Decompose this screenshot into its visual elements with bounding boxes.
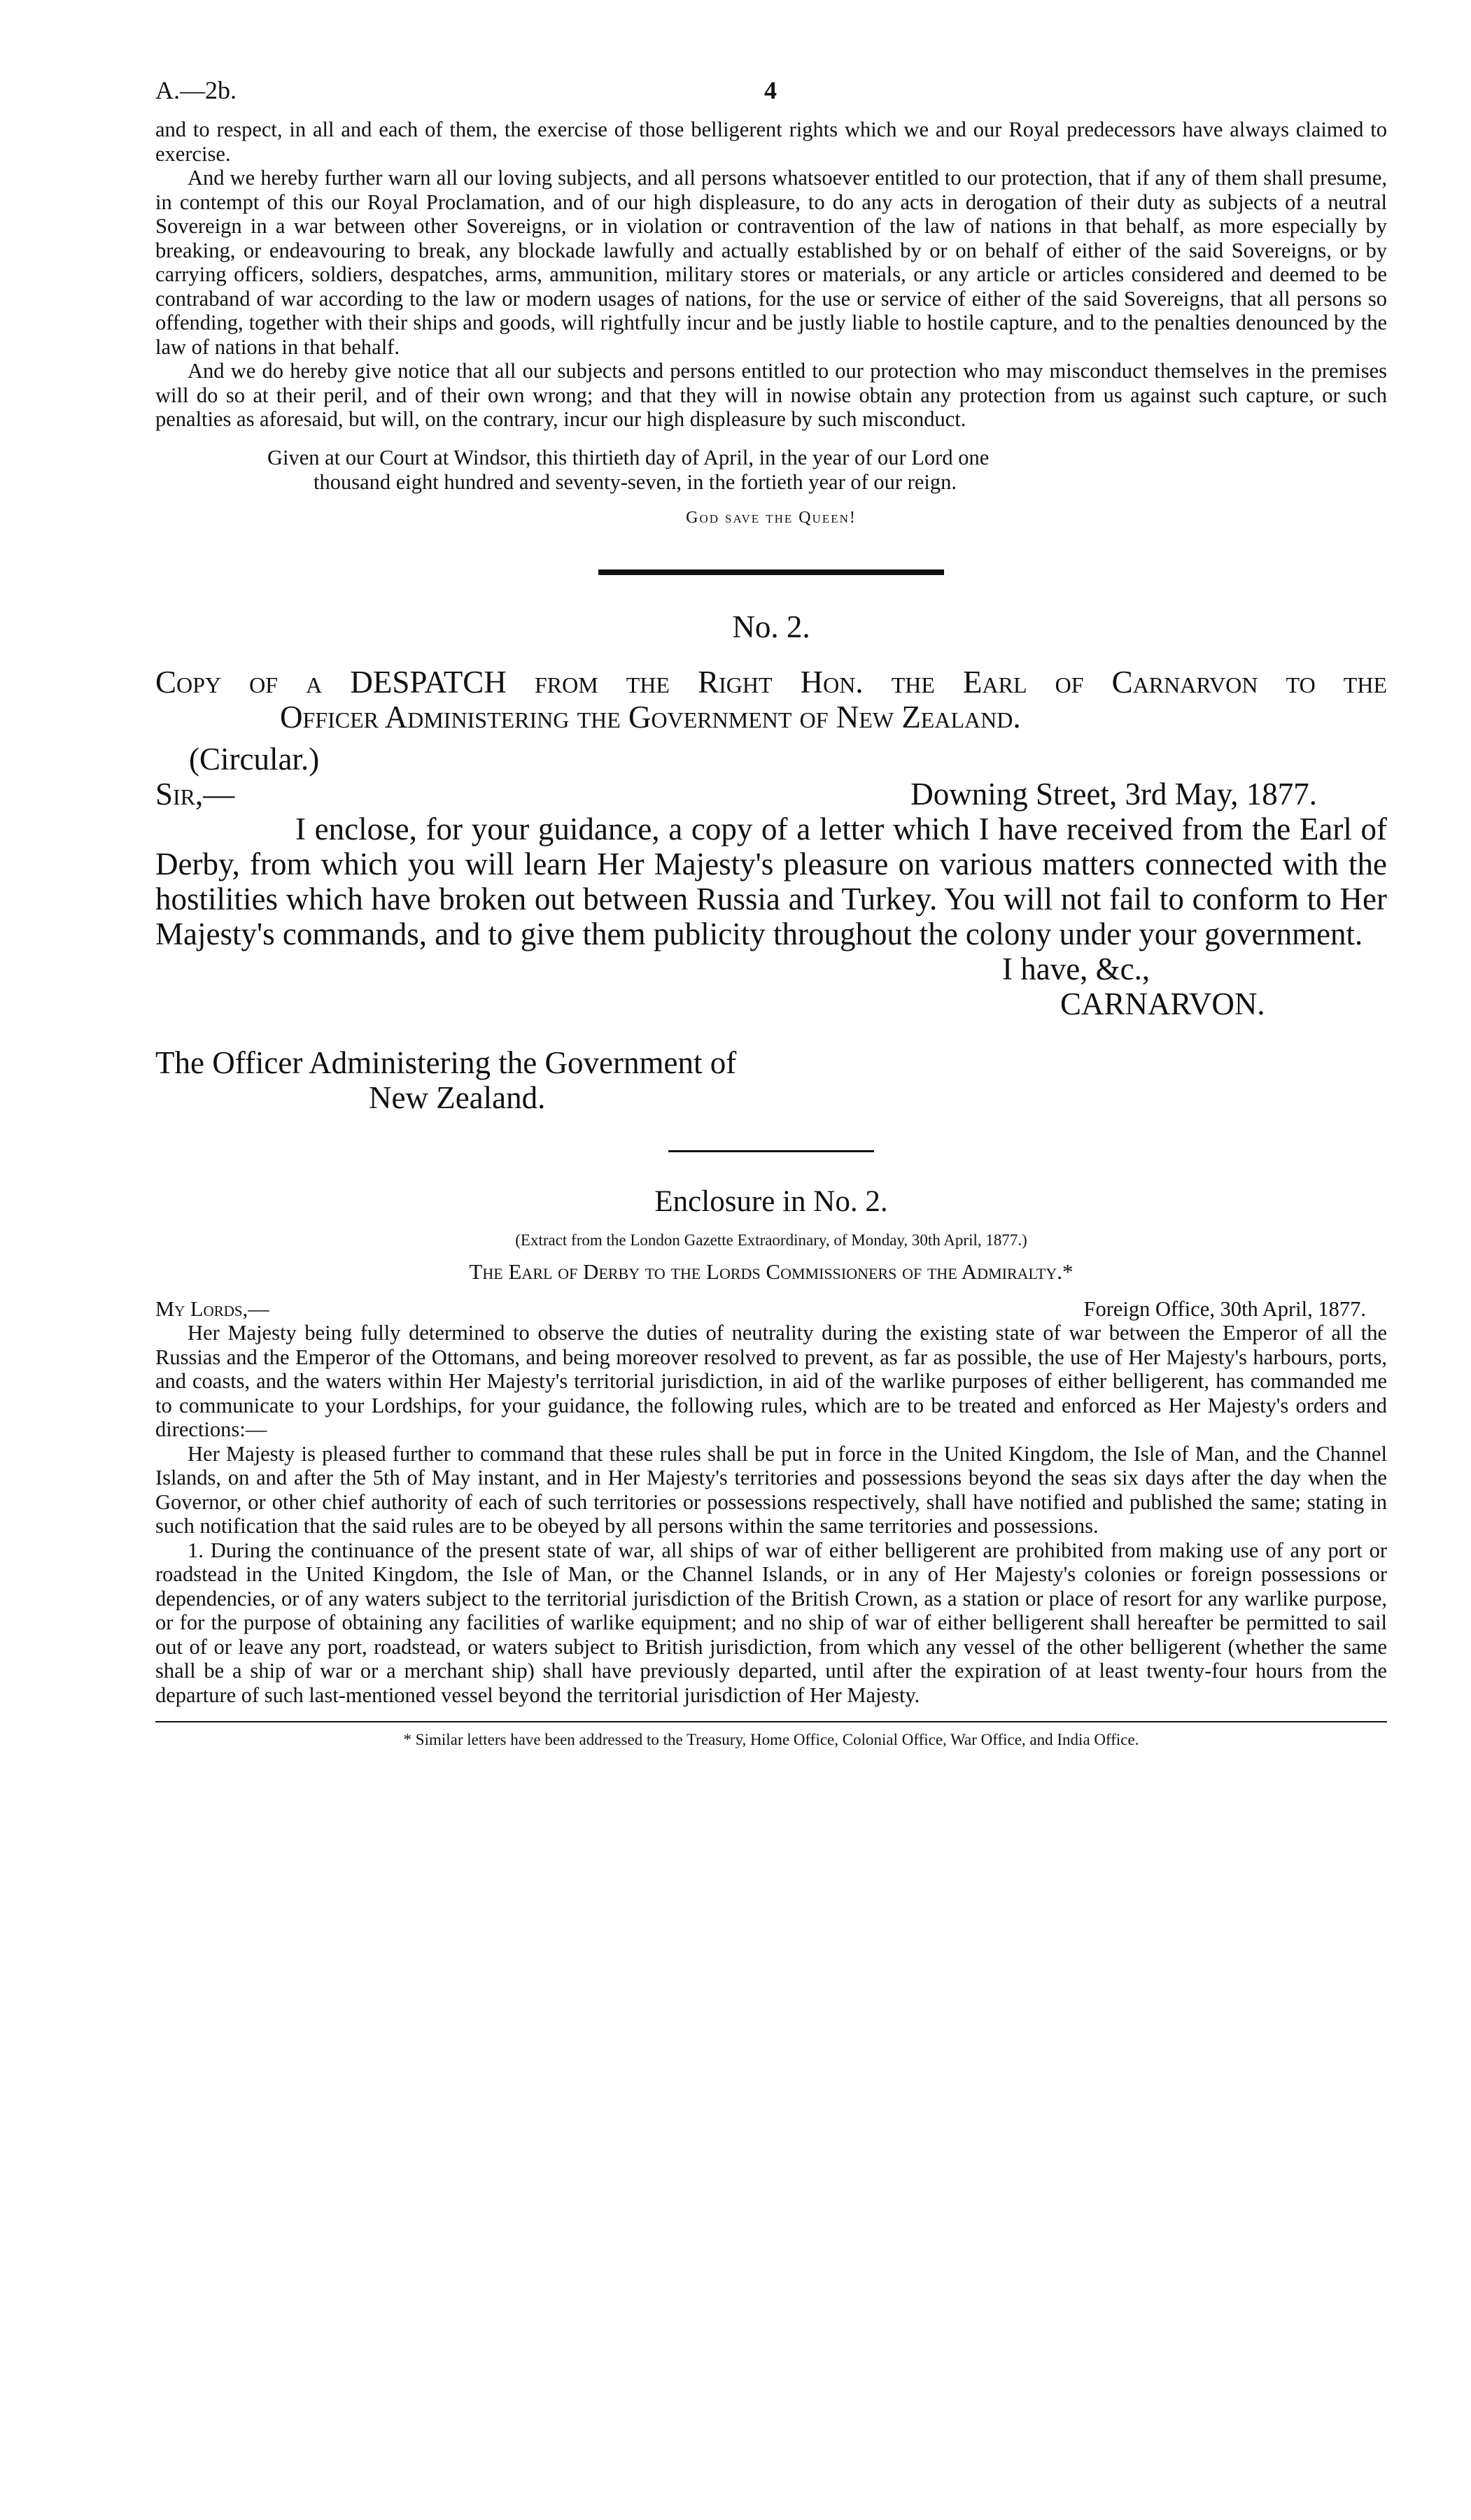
- letter-text: [155, 1321, 1387, 1707]
- despatch-body: [155, 812, 1387, 951]
- proclamation-paragraph: and to respect, in all and each of them, the exercise of those belligerent rights which we and our Royal predecessors have always claimed to exercise.: [155, 118, 1387, 166]
- despatch-date: Downing Street, 3rd May, 1877.: [910, 776, 1317, 812]
- circular-label: (Circular.): [189, 741, 320, 777]
- letter-paragraph: Her Majesty being fully determined to observe the duties of neutrality during the existing state of war between the Emperor of all the Russias and the Emperor of the Ottomans, and being moreover resolved to prevent, as far as possible, the use of Her Majesty's harbours, ports, and coasts, and the waters within Her Majesty's territorial jurisdiction, in aid of the warlike purposes of either belligerent, has commanded me to communicate to your Lordships, for your guidance, the following rules, which are to be treated and enforced as Her Majesty's orders and directions:—: [155, 1321, 1387, 1441]
- page-number: 4: [764, 76, 777, 104]
- despatch-body-text: I enclose, for your guidance, a copy of a letter which I have received from the Earl of Derby, from which you will learn Her Majesty's pleasure on various matters connected with the hostilities which have broken out between Russia and Turkey. You will not fail to conform to Her Majesty's commands, and to give them publicity throughout the colony under your government.: [155, 811, 1387, 951]
- addressee: [155, 1045, 1387, 1115]
- despatch-title-line-2: Officer Administering the Government of New Zealand.: [280, 699, 1021, 735]
- given-line-2: thousand eight hundred and seventy-seven, in the fortieth year of our reign.: [314, 469, 957, 494]
- proclamation-paragraph: And we do hereby give notice that all our subjects and persons entitled to our protection who may misconduct themselves in the premises will do so at their peril, and of their own wrong; and that they will in nowise obtain any protection from us against such capture, or such penalties as aforesaid, but will, on the contrary, incur our high displeasure by such misconduct.: [155, 359, 1387, 431]
- closing: I have, &c.,: [1002, 951, 1150, 986]
- addressee-line-1: The Officer Administering the Government of: [155, 1045, 737, 1080]
- letter-heading: The Earl of Derby to the Lords Commissioners of the Admiralty.*: [469, 1259, 1074, 1284]
- given-at-court: [267, 446, 1387, 495]
- page-reference: A.—2b.: [155, 76, 237, 104]
- section-divider: [598, 569, 944, 575]
- given-line-1: Given at our Court at Windsor, this thirtieth day of April, in the year of our Lord one: [267, 445, 990, 469]
- letter-salutation-line: [155, 1297, 1387, 1322]
- god-save-the-queen: God save the Queen!: [686, 508, 857, 527]
- addressee-line-2: New Zealand.: [369, 1080, 546, 1115]
- letter-paragraph: 1. During the continuance of the present state of war, all ships of war of either belligerent are prohibited from making use of any port or roadstead in the United Kingdom, the Isle of Man, or the Channel Islands, or in any of Her Majesty's colonies or foreign possessions or dependencies, or of any waters subject to the territorial jurisdiction of the British Crown, as a station or place of resort for any warlike purpose, or for the purpose of obtaining any facilities of warlike equipment; and no ship of war of either belligerent shall hereafter be permitted to sail out of or leave any port, roadstead, or waters subject to British jurisdiction, from which any vessel of the other belligerent (whether the same shall be a ship of war or a merchant ship) shall have previously departed, until after the expiration of at least twenty-four hours from the departure of such last-mentioned vessel beyond the territorial jurisdiction of Her Majesty.: [155, 1538, 1387, 1707]
- letter-paragraph: Her Majesty is pleased further to command that these rules shall be put in force in the United Kingdom, the Isle of Man, and the Channel Islands, on and after the 5th of May instant, and in Her Majesty's territories and possessions beyond the seas six days after the day when the Governor, or other chief authority of each of such territories or possessions respectively, shall have notified and published the same; stating in such notification that the said rules are to be obeyed by all persons within the same territories and possessions.: [155, 1441, 1387, 1538]
- proclamation-text: [155, 118, 1387, 432]
- document-page: [155, 76, 1387, 1749]
- despatch-title-line-1: Copy of a DESPATCH from the Right Hon. the Earl of Carnarvon to the: [155, 664, 1387, 700]
- enclosure-title: Enclosure in No. 2.: [654, 1184, 888, 1218]
- salutation: Sir,—: [155, 776, 235, 812]
- letter-date: Foreign Office, 30th April, 1877.: [1083, 1296, 1366, 1321]
- despatch: [155, 665, 1387, 1115]
- despatch-number: No. 2.: [732, 609, 810, 644]
- proclamation-paragraph: And we hereby further warn all our loving subjects, and all persons whatsoever entitled to our protection, that if any of them shall presume, in contempt of this our Royal Proclamation, and of our high displeasure, to do any acts in derogation of their duty as subjects of a neutral Sovereign in a war between other Sovereigns, or in violation or contravention of the law of nations in that behalf, as more especially by breaking, or endeavouring to break, any blockade lawfully and actually established by or on behalf of either of the said Sovereigns, or by carrying officers, soldiers, despatches, arms, ammunition, military stores or materials, or any article or articles considered and deemed to be contraband of war according to the law or modern usages of nations, for the use or service of either of the said Sovereigns, that all persons so offending, together with their ships and goods, will rightfully incur and be justly liable to hostile capture, and to the penalties denounced by the law of nations in that behalf.: [155, 166, 1387, 359]
- footnote-rule: [155, 1721, 1387, 1722]
- gazette-extract-note: (Extract from the London Gazette Extraordinary, of Monday, 30th April, 1877.): [515, 1231, 1027, 1249]
- footnote: * Similar letters have been addressed to the Treasury, Home Office, Colonial Office, War Office, and India Office.: [403, 1731, 1139, 1748]
- page-header: [155, 76, 1387, 118]
- section-divider: [668, 1150, 874, 1152]
- salutation-line: [155, 777, 1387, 812]
- signature: CARNARVON.: [1060, 986, 1265, 1021]
- letter-salutation: My Lords,—: [155, 1296, 269, 1321]
